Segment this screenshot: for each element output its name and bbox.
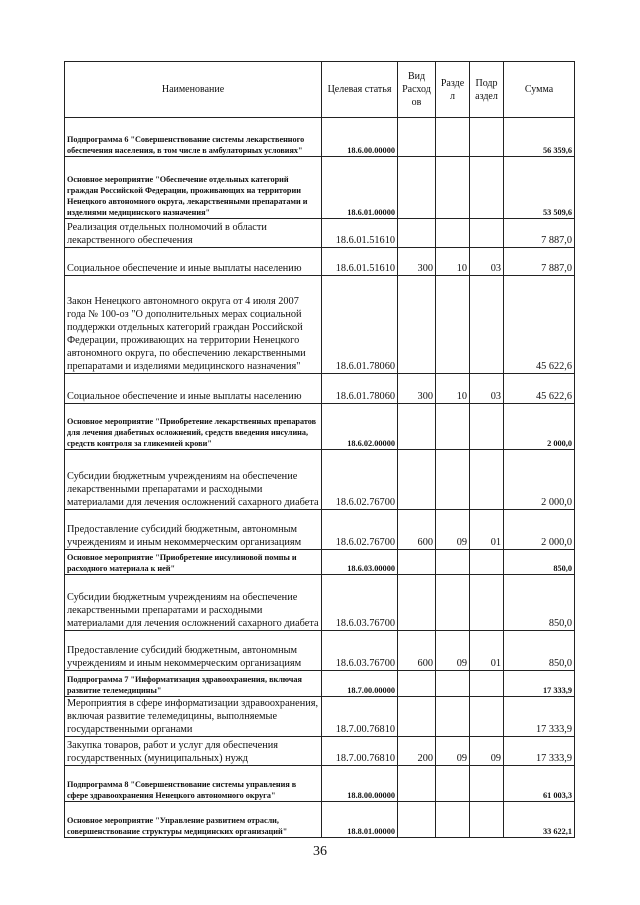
row-amount: 2 000,0: [504, 450, 575, 510]
header-subsection: Подр аздел: [470, 62, 504, 118]
table-row: [65, 374, 575, 404]
row-target-code: 18.6.03.00000: [322, 550, 398, 575]
table-row: [65, 737, 575, 766]
row-section: [436, 157, 470, 219]
table-row: [65, 118, 575, 157]
row-section: [436, 671, 470, 697]
row-amount: 2 000,0: [504, 510, 575, 550]
row-name: Субсидии бюджетным учреждениям на обеспечение лекарственными препаратами и расходными материалами для лечения осложнений сахарного диабета: [65, 575, 322, 631]
row-name: Субсидии бюджетным учреждениям на обеспечение лекарственными препаратами и расходными материалами для лечения осложнений сахарного диабета: [65, 450, 322, 510]
row-subsection: 01: [470, 631, 504, 671]
header-target-article: Целевая статья: [322, 62, 398, 118]
row-expense-type: [398, 575, 436, 631]
row-subsection: [470, 118, 504, 157]
row-amount: 850,0: [504, 575, 575, 631]
row-name: Основное мероприятие "Приобретение лекарственных препаратов для лечения диабетных осложнений, средств введения инсулина, средств контроля за гликемией крови": [65, 404, 322, 450]
row-amount: 2 000,0: [504, 404, 575, 450]
row-expense-type: 200: [398, 737, 436, 766]
row-name: Социальное обеспечение и иные выплаты населению: [65, 374, 322, 404]
row-expense-type: [398, 157, 436, 219]
row-target-code: 18.6.03.76700: [322, 575, 398, 631]
row-subsection: 03: [470, 374, 504, 404]
row-amount: 33 622,1: [504, 802, 575, 838]
budget-table: [64, 61, 575, 838]
table-row: [65, 450, 575, 510]
row-amount: 17 333,9: [504, 697, 575, 737]
row-subsection: 09: [470, 737, 504, 766]
row-expense-type: [398, 766, 436, 802]
row-expense-type: [398, 697, 436, 737]
row-amount: 17 333,9: [504, 671, 575, 697]
row-target-code: 18.7.00.76810: [322, 737, 398, 766]
table-header-row: [65, 62, 575, 118]
table-row: [65, 550, 575, 575]
row-section: [436, 404, 470, 450]
table-row: [65, 631, 575, 671]
row-section: [436, 802, 470, 838]
row-section: [436, 550, 470, 575]
table-row: [65, 671, 575, 697]
row-section: 09: [436, 737, 470, 766]
row-expense-type: 600: [398, 510, 436, 550]
row-amount: 61 003,3: [504, 766, 575, 802]
row-subsection: [470, 766, 504, 802]
table-row: [65, 276, 575, 374]
header-expense-type: Вид Расход ов: [398, 62, 436, 118]
row-expense-type: [398, 550, 436, 575]
row-target-code: 18.8.00.00000: [322, 766, 398, 802]
row-subsection: [470, 219, 504, 248]
row-amount: 45 622,6: [504, 276, 575, 374]
header-name: Наименование: [65, 62, 322, 118]
row-name: Основное мероприятие "Управление развитием отрасли, совершенствование структуры медицинских организаций": [65, 802, 322, 838]
table-row: [65, 766, 575, 802]
row-section: [436, 118, 470, 157]
row-name: Предоставление субсидий бюджетным, автономным учреждениям и иным некоммерческим организациям: [65, 631, 322, 671]
row-subsection: [470, 157, 504, 219]
row-expense-type: [398, 219, 436, 248]
row-section: [436, 276, 470, 374]
row-section: 09: [436, 631, 470, 671]
row-amount: 7 887,0: [504, 248, 575, 276]
row-expense-type: [398, 671, 436, 697]
row-section: 10: [436, 248, 470, 276]
header-amount: Сумма: [504, 62, 575, 118]
row-section: [436, 697, 470, 737]
row-target-code: 18.6.01.51610: [322, 219, 398, 248]
row-amount: 850,0: [504, 631, 575, 671]
row-expense-type: 300: [398, 248, 436, 276]
table-row: [65, 248, 575, 276]
row-section: [436, 766, 470, 802]
row-name: Закон Ненецкого автономного округа от 4 июля 2007 года № 100-оз "О дополнительных мерах социальной поддержки отдельных категорий граждан Российской Федерации, проживающих на территории Ненецкого автономного округа, по обеспечению лекарственными препаратами и изделиями медицинского назначения": [65, 276, 322, 374]
row-subsection: [470, 276, 504, 374]
row-name: Закупка товаров, работ и услуг для обеспечения государственных (муниципальных) нужд: [65, 737, 322, 766]
row-subsection: [470, 450, 504, 510]
row-section: 09: [436, 510, 470, 550]
row-target-code: 18.6.03.76700: [322, 631, 398, 671]
table-row: [65, 219, 575, 248]
table-row: [65, 404, 575, 450]
row-target-code: 18.6.02.00000: [322, 404, 398, 450]
row-amount: 7 887,0: [504, 219, 575, 248]
row-subsection: 03: [470, 248, 504, 276]
table-row: [65, 510, 575, 550]
table-row: [65, 697, 575, 737]
row-name: Реализация отдельных полномочий в области лекарственного обеспечения: [65, 219, 322, 248]
row-subsection: [470, 575, 504, 631]
row-name: Подпрограмма 6 "Совершенствование системы лекарственного обеспечения населения, в том числе в амбулаторных условиях": [65, 118, 322, 157]
page-number: 36: [313, 844, 327, 859]
row-subsection: [470, 802, 504, 838]
row-amount: 850,0: [504, 550, 575, 575]
row-expense-type: 600: [398, 631, 436, 671]
row-target-code: 18.7.00.76810: [322, 697, 398, 737]
row-target-code: 18.6.01.78060: [322, 276, 398, 374]
row-target-code: 18.6.02.76700: [322, 510, 398, 550]
row-name: Основное мероприятие "Обеспечение отдельных категорий граждан Российской Федерации, проживающих на территории Ненецкого автономного округа, лекарственными препаратами и изделиями медицинского назначения": [65, 157, 322, 219]
row-amount: 56 359,6: [504, 118, 575, 157]
table-row: [65, 802, 575, 838]
row-target-code: 18.7.00.00000: [322, 671, 398, 697]
row-name: Мероприятия в сфере информатизации здравоохранения, включая развитие телемедицины, выполняемые государственными органами: [65, 697, 322, 737]
row-subsection: [470, 671, 504, 697]
row-subsection: [470, 697, 504, 737]
row-expense-type: 300: [398, 374, 436, 404]
row-name: Подпрограмма 8 "Совершенствование системы управления в сфере здравоохранения Ненецкого автономного округа": [65, 766, 322, 802]
row-section: [436, 219, 470, 248]
row-amount: 17 333,9: [504, 737, 575, 766]
row-target-code: 18.6.00.00000: [322, 118, 398, 157]
row-subsection: 01: [470, 510, 504, 550]
row-expense-type: [398, 450, 436, 510]
row-expense-type: [398, 276, 436, 374]
row-target-code: 18.8.01.00000: [322, 802, 398, 838]
row-subsection: [470, 550, 504, 575]
row-section: 10: [436, 374, 470, 404]
row-name: Социальное обеспечение и иные выплаты населению: [65, 248, 322, 276]
row-expense-type: [398, 802, 436, 838]
header-section: Разде л: [436, 62, 470, 118]
row-name: Основное мероприятие "Приобретение инсулиновой помпы и расходного материала к ней": [65, 550, 322, 575]
row-section: [436, 575, 470, 631]
row-amount: 53 509,6: [504, 157, 575, 219]
row-target-code: 18.6.02.76700: [322, 450, 398, 510]
table-row: [65, 157, 575, 219]
budget-table-container: [64, 61, 574, 838]
row-expense-type: [398, 118, 436, 157]
row-name: Подпрограмма 7 "Информатизация здравоохранения, включая развитие телемедицины": [65, 671, 322, 697]
row-target-code: 18.6.01.51610: [322, 248, 398, 276]
row-target-code: 18.6.01.78060: [322, 374, 398, 404]
table-row: [65, 575, 575, 631]
row-expense-type: [398, 404, 436, 450]
row-section: [436, 450, 470, 510]
row-amount: 45 622,6: [504, 374, 575, 404]
row-target-code: 18.6.01.00000: [322, 157, 398, 219]
row-name: Предоставление субсидий бюджетным, автономным учреждениям и иным некоммерческим организациям: [65, 510, 322, 550]
row-subsection: [470, 404, 504, 450]
